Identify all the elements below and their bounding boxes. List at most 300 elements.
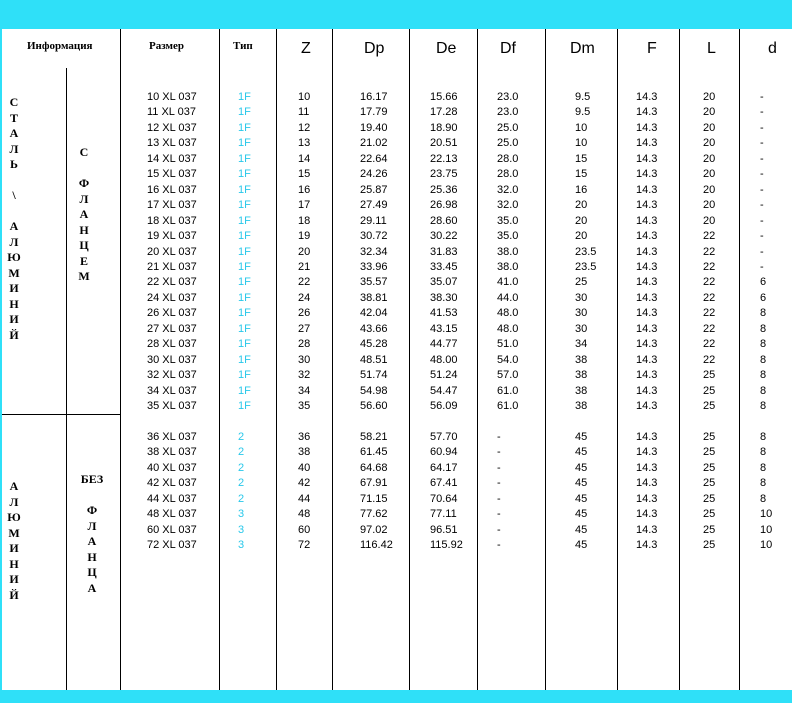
info-inner-divider xyxy=(66,68,67,690)
vertical-letter: Е xyxy=(79,253,88,268)
group-separator xyxy=(2,414,120,415)
cell-size: 11 XL 037 xyxy=(147,106,196,119)
cell-d: - xyxy=(760,183,764,196)
cell-z: 32 xyxy=(298,369,311,382)
cell-size: 27 XL 037 xyxy=(147,322,197,335)
cell-l: 20 xyxy=(703,214,716,227)
cell-f: 14.3 xyxy=(636,322,658,335)
cell-df: 44.0 xyxy=(497,291,519,304)
cell-f: 14.3 xyxy=(636,214,658,227)
cell-l: 25 xyxy=(703,461,716,474)
cell-type: 1F xyxy=(238,168,251,181)
cell-z: 10 xyxy=(298,91,311,103)
cell-dp: 116.42 xyxy=(360,539,393,552)
cell-type: 3 xyxy=(238,508,245,521)
cell-size: 48 XL 037 xyxy=(147,508,197,521)
cell-d: - xyxy=(760,168,764,181)
cell-z: 21 xyxy=(298,260,311,273)
cell-df: 32.0 xyxy=(497,199,519,212)
cell-de: 30.22 xyxy=(430,230,458,243)
cell-dp: 35.57 xyxy=(360,276,388,289)
cell-type: 2 xyxy=(238,492,245,505)
cell-l: 25 xyxy=(703,523,716,536)
cell-size: 19 XL 037 xyxy=(147,230,197,243)
cell-size: 42 XL 037 xyxy=(147,477,197,490)
cell-size: 34 XL 037 xyxy=(147,384,197,397)
cell-size: 14 XL 037 xyxy=(147,152,197,165)
vertical-letter: Л xyxy=(9,494,19,509)
cell-de: 67.41 xyxy=(430,477,458,490)
vertical-letter: А xyxy=(9,219,19,233)
flange-label-with-flange xyxy=(77,145,91,285)
cell-z: 36 xyxy=(298,431,311,443)
cell-df: 23.0 xyxy=(497,91,519,103)
cell-dp: 22.64 xyxy=(360,152,388,165)
cell-size: 35 XL 037 xyxy=(147,400,197,412)
column-divider xyxy=(739,29,740,690)
column-divider xyxy=(120,29,121,690)
cell-df: - xyxy=(497,431,501,443)
cell-f: 14.3 xyxy=(636,523,658,536)
cell-type: 1F xyxy=(238,137,251,150)
vertical-letter: Л xyxy=(9,234,19,249)
cell-size: 22 XL 037 xyxy=(147,276,197,289)
cell-dm: 45 xyxy=(575,508,588,521)
cell-df: 48.0 xyxy=(497,322,519,335)
cell-f: 14.3 xyxy=(636,508,658,521)
cell-dp: 67.91 xyxy=(360,477,388,490)
cell-l: 22 xyxy=(703,245,716,258)
cell-df: 61.0 xyxy=(497,384,519,397)
cell-size: 15 XL 037 xyxy=(147,168,197,181)
cell-l: 22 xyxy=(703,307,716,320)
cell-de: 23.75 xyxy=(430,168,458,181)
cell-type: 1F xyxy=(238,353,251,366)
cell-z: 48 xyxy=(298,508,311,521)
cell-d: 6 xyxy=(760,276,767,289)
cell-l: 20 xyxy=(703,183,716,196)
spec-table xyxy=(2,29,792,690)
cell-type: 3 xyxy=(238,523,245,536)
cell-dm: 34 xyxy=(575,338,588,351)
vertical-letter: Ц xyxy=(87,565,97,579)
cell-l: 22 xyxy=(703,338,716,351)
cell-df: 41.0 xyxy=(497,276,519,289)
cell-type: 1F xyxy=(238,230,251,243)
cell-dp: 48.51 xyxy=(360,353,388,366)
cell-l: 25 xyxy=(703,539,716,552)
cell-size: 26 XL 037 xyxy=(147,307,197,320)
cell-d: - xyxy=(760,137,764,150)
vertical-letter: Й xyxy=(9,327,19,342)
cell-type: 1F xyxy=(238,245,251,258)
vertical-letter: И xyxy=(9,541,19,555)
cell-size: 32 XL 037 xyxy=(147,369,197,382)
cell-z: 16 xyxy=(298,183,311,196)
vertical-letter: Л xyxy=(87,518,97,533)
column-divider xyxy=(477,29,478,690)
cell-d: 8 xyxy=(760,322,767,335)
cell-f: 14.3 xyxy=(636,91,658,103)
cell-d: - xyxy=(760,260,764,273)
vertical-letter: С xyxy=(79,145,89,159)
cell-size: 44 XL 037 xyxy=(147,492,197,505)
cell-d: 10 xyxy=(760,523,773,536)
cell-dm: 45 xyxy=(575,446,588,459)
vertical-letter: Т xyxy=(9,110,18,125)
cell-dp: 56.60 xyxy=(360,400,388,412)
cell-de: 33.45 xyxy=(430,260,458,273)
cell-dp: 42.04 xyxy=(360,307,388,320)
column-divider xyxy=(276,29,277,690)
cell-d: 10 xyxy=(760,539,773,552)
cell-de: 20.51 xyxy=(430,137,458,150)
cell-d: 8 xyxy=(760,477,767,490)
header-info: Информация xyxy=(27,40,93,52)
cell-d: 8 xyxy=(760,400,767,412)
cell-type: 1F xyxy=(238,338,251,351)
cell-de: 77.11 xyxy=(430,508,457,521)
cell-type: 1F xyxy=(238,307,251,320)
header-df: Df xyxy=(500,40,516,57)
vertical-letter: Л xyxy=(79,191,89,206)
cell-dp: 51.74 xyxy=(360,369,388,382)
cell-size: 24 XL 037 xyxy=(147,291,197,304)
cell-l: 25 xyxy=(703,492,716,505)
cell-size: 21 XL 037 xyxy=(147,260,197,273)
column-divider xyxy=(332,29,333,690)
cell-dm: 30 xyxy=(575,322,588,335)
cell-l: 22 xyxy=(703,230,716,243)
header-l: L xyxy=(707,40,716,57)
cell-dm: 25 xyxy=(575,276,588,289)
cell-f: 14.3 xyxy=(636,384,658,397)
cell-type: 1F xyxy=(238,291,251,304)
vertical-letter: Ф xyxy=(78,176,90,190)
cell-df: - xyxy=(497,461,501,474)
cell-type: 1F xyxy=(238,152,251,165)
cell-dm: 9.5 xyxy=(575,91,591,103)
cell-d: - xyxy=(760,106,764,119)
cell-dm: 30 xyxy=(575,307,588,320)
cell-dp: 21.02 xyxy=(360,137,388,150)
column-divider xyxy=(545,29,546,690)
cell-z: 42 xyxy=(298,477,311,490)
cell-de: 41.53 xyxy=(430,307,458,320)
vertical-letter: Н xyxy=(9,556,19,571)
cell-l: 25 xyxy=(703,400,716,412)
cell-d: 10 xyxy=(760,508,773,521)
cell-type: 1F xyxy=(238,106,251,119)
vertical-letter xyxy=(7,204,21,220)
cell-z: 44 xyxy=(298,492,311,505)
cell-l: 25 xyxy=(703,508,716,521)
cell-dp: 71.15 xyxy=(360,492,388,505)
cell-type: 1F xyxy=(238,384,251,397)
cell-type: 1F xyxy=(238,400,251,412)
vertical-letter: Ь xyxy=(10,157,18,171)
cell-type: 2 xyxy=(238,461,245,474)
header-z: Z xyxy=(301,40,311,57)
vertical-letter: Н xyxy=(79,222,89,237)
vertical-letter: С xyxy=(9,95,19,109)
cell-l: 22 xyxy=(703,276,716,289)
cell-f: 14.3 xyxy=(636,106,658,119)
cell-size: 60 XL 037 xyxy=(147,523,197,536)
header-dm: Dm xyxy=(570,40,595,57)
cell-de: 38.30 xyxy=(430,291,458,304)
cell-dp: 32.34 xyxy=(360,245,388,258)
cell-dp: 61.45 xyxy=(360,446,388,459)
cell-d: 8 xyxy=(760,338,767,351)
header-d: d xyxy=(768,40,777,57)
vertical-letter xyxy=(77,488,107,504)
cell-d: - xyxy=(760,152,764,165)
cell-f: 14.3 xyxy=(636,168,658,181)
cell-size: 36 XL 037 xyxy=(147,431,197,443)
cell-df: - xyxy=(497,492,501,505)
cell-d: - xyxy=(760,214,764,227)
cell-type: 3 xyxy=(238,539,245,552)
cell-dp: 97.02 xyxy=(360,523,388,536)
cell-dp: 29.11 xyxy=(360,214,387,227)
cell-df: 32.0 xyxy=(497,183,519,196)
cell-z: 14 xyxy=(298,152,311,165)
cell-f: 14.3 xyxy=(636,539,658,552)
cell-z: 72 xyxy=(298,539,311,552)
cell-dm: 10 xyxy=(575,137,588,150)
cell-f: 14.3 xyxy=(636,121,658,134)
cell-de: 26.98 xyxy=(430,199,458,212)
cell-d: 8 xyxy=(760,492,767,505)
cell-type: 1F xyxy=(238,214,251,227)
cell-d: 8 xyxy=(760,369,767,382)
vertical-letter: Ц xyxy=(79,238,89,252)
cell-l: 22 xyxy=(703,322,716,335)
vertical-letter: М xyxy=(8,525,20,540)
cell-size: 18 XL 037 xyxy=(147,214,197,227)
cell-z: 28 xyxy=(298,338,311,351)
cell-l: 20 xyxy=(703,168,716,181)
vertical-letter: М xyxy=(78,269,90,283)
cell-df: 51.0 xyxy=(497,338,519,351)
cell-size: 28 XL 037 xyxy=(147,338,197,351)
cell-z: 20 xyxy=(298,245,311,258)
cell-de: 43.15 xyxy=(430,322,458,335)
cell-de: 54.47 xyxy=(430,384,458,397)
cell-dm: 15 xyxy=(575,152,588,165)
cell-d: - xyxy=(760,199,764,212)
cell-de: 56.09 xyxy=(430,400,458,412)
cell-l: 22 xyxy=(703,260,716,273)
cell-dm: 45 xyxy=(575,461,588,474)
cell-type: 1F xyxy=(238,260,251,273)
cell-de: 48.00 xyxy=(430,353,458,366)
cell-z: 26 xyxy=(298,307,311,320)
cell-z: 13 xyxy=(298,137,311,150)
cell-dm: 38 xyxy=(575,353,588,366)
cell-dm: 45 xyxy=(575,539,588,552)
cell-z: 11 xyxy=(298,106,310,119)
cell-f: 14.3 xyxy=(636,431,658,443)
cell-z: 34 xyxy=(298,384,311,397)
cell-z: 24 xyxy=(298,291,311,304)
cell-size: 12 XL 037 xyxy=(147,121,197,134)
cell-size: 40 XL 037 xyxy=(147,461,197,474)
cell-dm: 20 xyxy=(575,199,588,212)
cell-l: 22 xyxy=(703,291,716,304)
cell-f: 14.3 xyxy=(636,137,658,150)
cell-df: 25.0 xyxy=(497,137,519,150)
vertical-letter xyxy=(77,161,91,177)
cell-z: 22 xyxy=(298,276,311,289)
cell-f: 14.3 xyxy=(636,199,658,212)
cell-type: 2 xyxy=(238,431,245,443)
cell-dm: 38 xyxy=(575,384,588,397)
cell-type: 1F xyxy=(238,91,251,103)
cell-type: 2 xyxy=(238,477,245,490)
vertical-letter: А xyxy=(79,207,89,221)
cell-df: 48.0 xyxy=(497,307,519,320)
header-de: De xyxy=(436,40,457,57)
vertical-letter: Н xyxy=(9,296,19,311)
cell-df: - xyxy=(497,539,501,552)
cell-size: 30 XL 037 xyxy=(147,353,197,366)
cell-type: 1F xyxy=(238,199,251,212)
cell-de: 22.13 xyxy=(430,152,458,165)
cell-dp: 16.17 xyxy=(360,91,388,103)
cell-f: 14.3 xyxy=(636,461,658,474)
cell-size: 20 XL 037 xyxy=(147,245,197,258)
cell-dp: 19.40 xyxy=(360,121,388,134)
vertical-letter: М xyxy=(8,265,20,280)
cell-f: 14.3 xyxy=(636,230,658,243)
column-divider xyxy=(617,29,618,690)
cell-type: 2 xyxy=(238,446,245,459)
cell-type: 1F xyxy=(238,369,251,382)
vertical-letter: А xyxy=(9,126,19,140)
vertical-letter: Ф xyxy=(86,503,98,517)
cell-l: 20 xyxy=(703,121,716,134)
cell-df: 38.0 xyxy=(497,245,519,258)
cell-l: 22 xyxy=(703,353,716,366)
cell-z: 30 xyxy=(298,353,311,366)
cell-size: 10 XL 037 xyxy=(147,91,197,103)
cell-d: - xyxy=(760,245,764,258)
cell-de: 64.17 xyxy=(430,461,458,474)
header-dp: Dp xyxy=(364,40,385,57)
cell-df: 38.0 xyxy=(497,260,519,273)
cell-l: 25 xyxy=(703,384,716,397)
cell-f: 14.3 xyxy=(636,152,658,165)
header-f: F xyxy=(647,40,657,57)
cell-f: 14.3 xyxy=(636,245,658,258)
cell-df: 28.0 xyxy=(497,152,519,165)
cell-dp: 33.96 xyxy=(360,260,388,273)
cell-dm: 38 xyxy=(575,369,588,382)
vertical-letter: А xyxy=(9,479,19,493)
cell-d: 8 xyxy=(760,431,767,443)
cell-d: - xyxy=(760,230,764,243)
cell-dm: 23.5 xyxy=(575,260,597,273)
vertical-letter: И xyxy=(9,312,19,326)
cell-df: - xyxy=(497,477,501,490)
cell-dm: 9.5 xyxy=(575,106,591,119)
column-divider xyxy=(219,29,220,690)
cell-df: 25.0 xyxy=(497,121,519,134)
cell-size: 16 XL 037 xyxy=(147,183,197,196)
vertical-letter: А xyxy=(87,534,97,548)
cell-z: 27 xyxy=(298,322,311,335)
material-label-steel-aluminium xyxy=(7,95,21,343)
cell-z: 35 xyxy=(298,400,311,412)
cell-df: - xyxy=(497,508,501,521)
cell-dm: 15 xyxy=(575,168,588,181)
cell-de: 115.92 xyxy=(430,539,463,552)
cell-df: 54.0 xyxy=(497,353,519,366)
vertical-letter: Й xyxy=(9,587,19,602)
cell-dm: 38 xyxy=(575,400,588,412)
cell-d: 8 xyxy=(760,461,767,474)
cell-df: - xyxy=(497,446,501,459)
cell-dp: 64.68 xyxy=(360,461,388,474)
cell-size: 72 XL 037 xyxy=(147,539,197,552)
cell-de: 18.90 xyxy=(430,121,458,134)
cell-type: 1F xyxy=(238,121,251,134)
cell-dp: 24.26 xyxy=(360,168,388,181)
column-divider xyxy=(679,29,680,690)
cell-dp: 27.49 xyxy=(360,199,388,212)
vertical-letter xyxy=(7,173,21,189)
cell-de: 17.28 xyxy=(430,106,458,119)
column-divider xyxy=(409,29,410,690)
cell-f: 14.3 xyxy=(636,477,658,490)
cell-dm: 20 xyxy=(575,214,588,227)
cell-df: 57.0 xyxy=(497,369,519,382)
cell-z: 18 xyxy=(298,214,311,227)
cell-d: - xyxy=(760,121,764,134)
cell-type: 1F xyxy=(238,183,251,196)
cell-z: 19 xyxy=(298,230,311,243)
cell-size: 17 XL 037 xyxy=(147,199,197,212)
cell-z: 15 xyxy=(298,168,311,181)
vertical-letter: И xyxy=(9,281,19,295)
cell-l: 20 xyxy=(703,91,716,103)
cell-dm: 30 xyxy=(575,291,588,304)
cell-f: 14.3 xyxy=(636,260,658,273)
cell-f: 14.3 xyxy=(636,338,658,351)
header-type: Тип xyxy=(233,40,253,52)
cell-f: 14.3 xyxy=(636,446,658,459)
cell-l: 20 xyxy=(703,152,716,165)
vertical-letter: \ xyxy=(12,188,16,202)
cell-f: 14.3 xyxy=(636,291,658,304)
cell-de: 70.64 xyxy=(430,492,458,505)
cell-size: 38 XL 037 xyxy=(147,446,197,459)
vertical-letter: БЕЗ xyxy=(80,472,104,486)
cell-l: 20 xyxy=(703,199,716,212)
cell-de: 31.83 xyxy=(430,245,458,258)
cell-de: 25.36 xyxy=(430,183,458,196)
cell-de: 57.70 xyxy=(430,431,458,443)
cell-l: 25 xyxy=(703,477,716,490)
vertical-letter: И xyxy=(9,572,19,586)
cell-de: 28.60 xyxy=(430,214,458,227)
cell-dp: 43.66 xyxy=(360,322,388,335)
cell-de: 60.94 xyxy=(430,446,458,459)
cell-dm: 45 xyxy=(575,431,588,443)
cell-df: 35.0 xyxy=(497,214,519,227)
